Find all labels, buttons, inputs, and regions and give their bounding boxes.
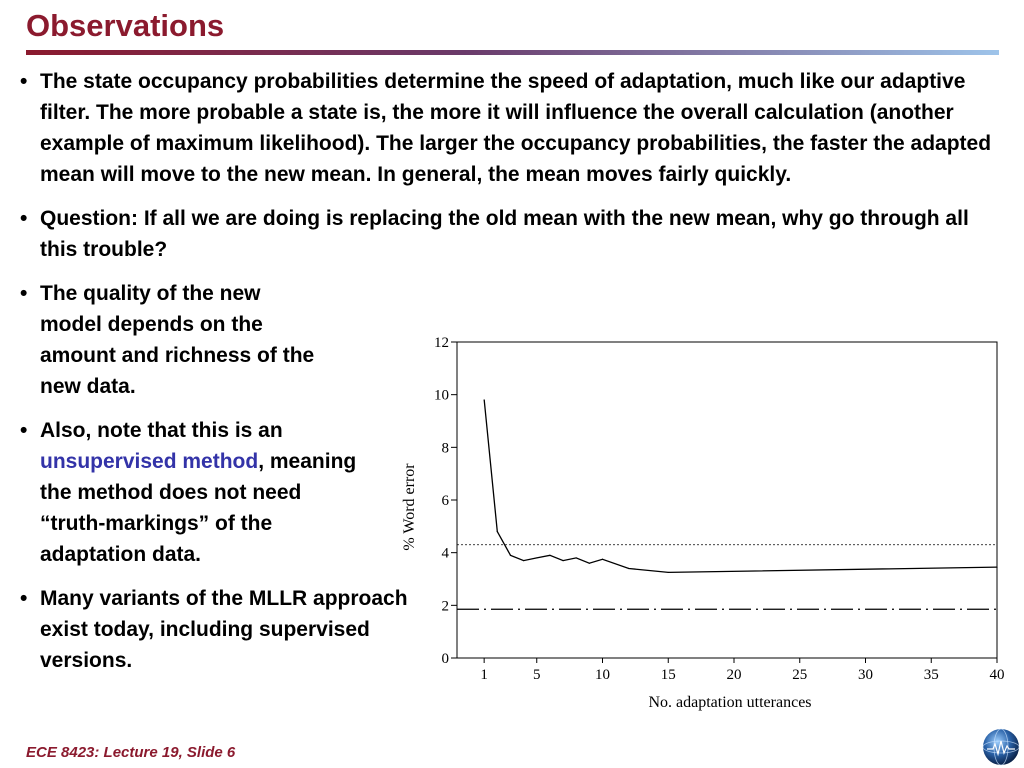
plot-frame xyxy=(457,342,997,658)
x-tick-label: 40 xyxy=(989,667,1004,683)
data-point xyxy=(484,399,485,400)
data-point xyxy=(497,531,498,532)
bullet-text: Question: If all we are doing is replacing the old mean with the new mean, why go through all this trouble? xyxy=(40,207,969,261)
bullet-dot: • xyxy=(20,587,28,610)
data-point xyxy=(562,560,563,561)
x-axis-label: No. adaptation utterances xyxy=(648,694,812,711)
globe-logo-icon xyxy=(981,727,1021,767)
data-point xyxy=(589,563,590,564)
word-error-chart xyxy=(398,328,1004,718)
y-tick-label: 6 xyxy=(441,493,449,509)
y-tick-label: 10 xyxy=(434,387,449,404)
bullet-dot: • xyxy=(20,207,28,230)
bullet-unsupervised xyxy=(20,415,370,570)
series-line-adapted xyxy=(484,400,997,573)
y-tick-label: 12 xyxy=(434,335,449,351)
x-tick-label: 30 xyxy=(858,667,873,683)
bullet-text-post: , meaning the method does not need “truth-markings” of the adaptation data. xyxy=(40,450,357,566)
x-tick-label: 5 xyxy=(533,667,541,683)
data-point xyxy=(549,555,550,556)
x-tick-label: 20 xyxy=(726,667,742,683)
data-point xyxy=(523,560,524,561)
data-point xyxy=(576,557,577,558)
bullet-quality xyxy=(20,278,318,402)
data-point xyxy=(510,555,511,556)
data-point xyxy=(668,572,669,573)
bullet-text: Many variants of the MLLR approach exist today, including supervised versions. xyxy=(40,587,408,672)
footer-caption: ECE 8423: Lecture 19, Slide 6 xyxy=(26,744,236,761)
data-point xyxy=(996,567,997,568)
slide-title: Observations xyxy=(26,8,225,43)
bullet-occupancy xyxy=(20,66,995,190)
y-tick-label: 8 xyxy=(441,440,449,457)
bullet-dot: • xyxy=(20,70,28,93)
data-point xyxy=(602,559,603,560)
bullet-variants xyxy=(20,583,440,676)
y-tick-label: 2 xyxy=(441,598,449,615)
bullet-text: The quality of the new model depends on the amount and richness of the new data. xyxy=(40,282,315,398)
x-tick-label: 15 xyxy=(660,667,676,683)
x-tick-label: 10 xyxy=(595,667,610,683)
x-tick-label: 1 xyxy=(480,667,488,683)
y-axis-label: % Word error xyxy=(401,463,418,551)
y-tick-label: 0 xyxy=(441,651,449,667)
bullet-dot: • xyxy=(20,419,28,442)
bullet-text-pre: Also, note that this is an xyxy=(40,419,283,442)
data-point xyxy=(628,568,629,569)
x-tick-label: 35 xyxy=(923,667,939,683)
bullet-dot: • xyxy=(20,282,28,305)
x-tick-label: 25 xyxy=(792,667,808,683)
highlight-unsupervised-method: unsupervised method xyxy=(40,450,259,473)
bullet-text: The state occupancy probabilities determine the speed of adaptation, much like our adaptive filter. The more probable a state is, the more it will influence the overall calculation (another example of maximum likelihood). The larger the occupancy probabilities, the faster the adapted mean will move to the new mean. In general, the mean moves fairly quickly. xyxy=(40,70,992,186)
title-underline xyxy=(26,50,999,55)
bullet-question xyxy=(20,203,995,265)
y-tick-label: 4 xyxy=(441,545,449,562)
data-point xyxy=(536,557,537,558)
